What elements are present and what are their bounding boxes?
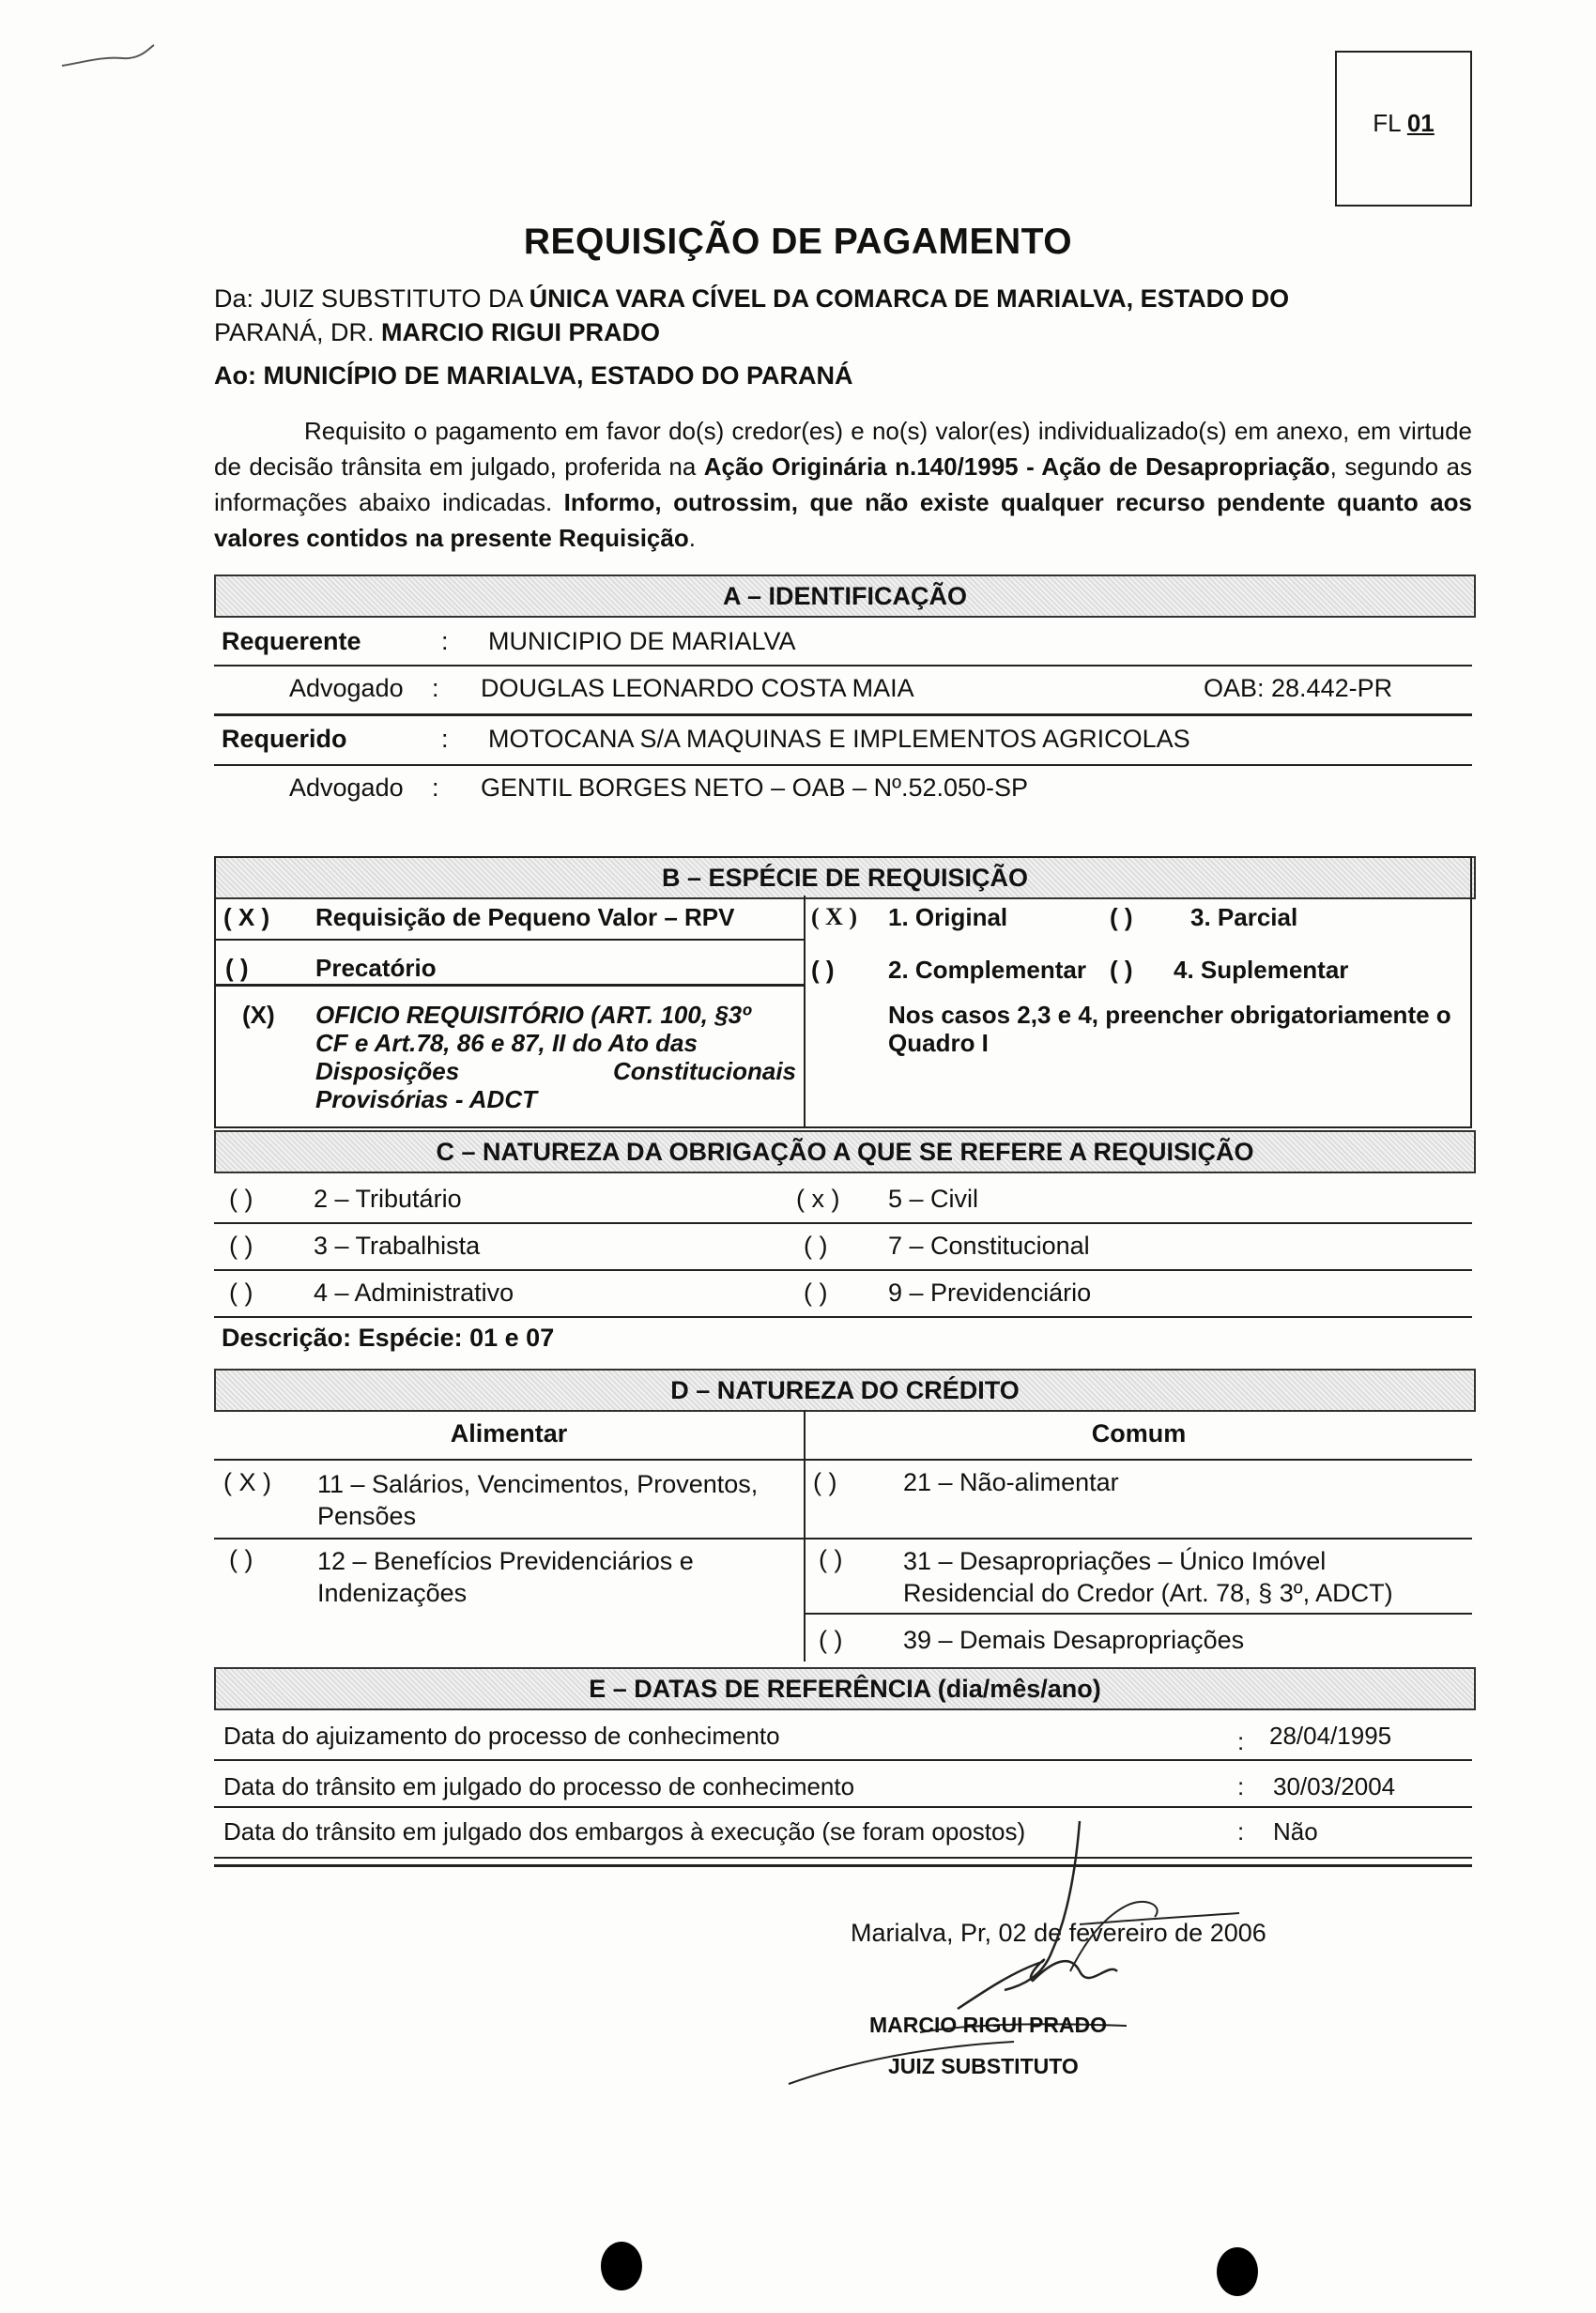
- item-31-line-2: Residencial do Credor (Art. 78, § 3º, ADCT): [903, 1579, 1393, 1607]
- requerido-label: Requerido: [222, 725, 347, 753]
- from-judge: MARCIO RIGUI PRADO: [381, 318, 661, 346]
- parcial-checkbox[interactable]: ( ): [1110, 903, 1133, 931]
- advogado1-oab: OAB: 28.442-PR: [1204, 674, 1393, 702]
- item-11-checkbox[interactable]: ( X ): [223, 1468, 271, 1496]
- item-21-label: 21 – Não-alimentar: [903, 1468, 1119, 1496]
- tributario-checkbox[interactable]: ( ): [229, 1185, 253, 1213]
- previdenciario-label: 9 – Previdenciário: [888, 1279, 1092, 1307]
- oficio-checkbox[interactable]: (X): [242, 1001, 275, 1029]
- suplementar-label: 4. Suplementar: [1174, 956, 1349, 984]
- document-title: REQUISIÇÃO DE PAGAMENTO: [523, 222, 1073, 262]
- item-11-line-2: Pensões: [317, 1502, 417, 1530]
- oficio-line-3: [315, 1057, 796, 1085]
- original-label: 1. Original: [888, 903, 1008, 931]
- section-e-title: E – DATAS DE REFERÊNCIA (dia/mês/ano): [214, 1667, 1476, 1710]
- divider: [214, 1459, 1472, 1461]
- item-31-line-1: 31 – Desapropriações – Único Imóvel: [903, 1547, 1327, 1575]
- date-row-3-label: Data do trânsito em julgado dos embargos à execução (se foram opostos): [223, 1817, 1026, 1846]
- date-row-1-value: 28/04/1995: [1269, 1722, 1392, 1750]
- oficio-line-4: Provisórias - ADCT: [315, 1085, 537, 1113]
- scan-squiggle-icon: [56, 38, 160, 75]
- date-row-2-sep: :: [1237, 1772, 1245, 1800]
- constitucional-label: 7 – Constitucional: [888, 1232, 1090, 1260]
- divider: [214, 1269, 1472, 1271]
- intro-text-3: .: [688, 524, 696, 552]
- trabalhista-checkbox[interactable]: ( ): [229, 1232, 253, 1260]
- scan-mark: [56, 38, 160, 75]
- intro-paragraph: [214, 413, 1472, 556]
- civil-label: 5 – Civil: [888, 1185, 979, 1213]
- signer-role: JUIZ SUBSTITUTO: [888, 2054, 1079, 2078]
- advogado2-value: GENTIL BORGES NETO – OAB – Nº.52.050-SP: [481, 774, 1029, 802]
- original-checkbox[interactable]: ( X ): [811, 903, 858, 930]
- intro-text-2: , segundo as informações abaixo indicadas.: [214, 452, 1473, 516]
- from-prefix-2: PARANÁ, DR.: [214, 318, 375, 346]
- divider: [214, 939, 804, 941]
- quadro-note-line-2: Quadro I: [888, 1029, 989, 1057]
- requerente-value: MUNICIPIO DE MARIALVA: [488, 627, 796, 655]
- item-21-checkbox[interactable]: ( ): [813, 1468, 837, 1496]
- precatorio-checkbox[interactable]: ( ): [225, 954, 249, 982]
- advogado2-label: Advogado: [289, 774, 404, 802]
- requerido-value: MOTOCANA S/A MAQUINAS E IMPLEMENTOS AGRICOLAS: [488, 725, 1190, 753]
- from-line-2: [214, 315, 1397, 349]
- divider: [214, 764, 1472, 766]
- advogado2-sep: :: [432, 774, 439, 802]
- section-b-divider: [804, 896, 806, 1128]
- item-12-line-2: Indenizações: [317, 1579, 468, 1607]
- item-12-label: [317, 1545, 694, 1609]
- precatorio-label: Precatório: [315, 954, 437, 982]
- item-12-checkbox[interactable]: ( ): [229, 1545, 253, 1573]
- previdenciario-checkbox[interactable]: ( ): [804, 1279, 828, 1307]
- section-a-title: A – IDENTIFICAÇÃO: [214, 574, 1476, 618]
- date-row-2-label: Data do trânsito em julgado do processo de conhecimento: [223, 1772, 855, 1800]
- requerente-sep: :: [441, 627, 449, 655]
- from-line-1: [214, 282, 1397, 315]
- page-number-prefix: FL: [1373, 109, 1401, 137]
- divider: [804, 1613, 1472, 1615]
- date-row-1-sep: :: [1237, 1727, 1245, 1755]
- item-31-label: [903, 1545, 1393, 1609]
- rpv-checkbox[interactable]: ( X ): [223, 903, 270, 931]
- parcial-label: 3. Parcial: [1190, 903, 1298, 931]
- requerente-label: Requerente: [222, 627, 361, 655]
- section-b-title: B – ESPÉCIE DE REQUISIÇÃO: [214, 856, 1476, 899]
- page-number-box: [1335, 51, 1472, 207]
- date-row-3-sep: :: [1237, 1817, 1245, 1846]
- oficio-line-2: CF e Art.78, 86 e 87, II do Ato das: [315, 1029, 698, 1057]
- administrativo-label: 4 – Administrativo: [314, 1279, 514, 1307]
- section-c-title: C – NATUREZA DA OBRIGAÇÃO A QUE SE REFERE A REQUISIÇÃO: [214, 1130, 1476, 1173]
- divider: [214, 713, 1472, 716]
- alimentar-header: Alimentar: [450, 1419, 568, 1448]
- signer-name: MARCIO RIGUI PRADO: [869, 2013, 1107, 2037]
- divider: [214, 665, 1472, 666]
- place-date: Marialva, Pr, 02 de fevereiro de 2006: [851, 1919, 1266, 1947]
- divider: [214, 1222, 1472, 1224]
- civil-checkbox[interactable]: ( x ): [796, 1185, 840, 1213]
- from-prefix: Da: JUIZ SUBSTITUTO DA: [214, 284, 523, 313]
- to-line: Ao: MUNICÍPIO DE MARIALVA, ESTADO DO PARANÁ: [214, 361, 853, 390]
- intro-text-1: Requisito o pagamento em favor do(s) credor(es) e no(s) valor(es) individualizado(s) em anexo, em virtude de decisão trânsita em julgado, proferida na: [214, 417, 1472, 481]
- date-row-1-label: Data do ajuizamento do processo de conhecimento: [223, 1722, 780, 1750]
- tributario-label: 2 – Tributário: [314, 1185, 462, 1213]
- punch-hole: [601, 2242, 642, 2290]
- quadro-note-line-1: Nos casos 2,3 e 4, preencher obrigatoriamente o: [888, 1001, 1451, 1029]
- item-39-checkbox[interactable]: ( ): [819, 1626, 843, 1654]
- item-11-line-1: 11 – Salários, Vencimentos, Proventos,: [317, 1470, 759, 1498]
- suplementar-checkbox[interactable]: ( ): [1110, 956, 1133, 984]
- quadro-note: [888, 1001, 1451, 1057]
- administrativo-checkbox[interactable]: ( ): [229, 1279, 253, 1307]
- oficio-line-1: OFICIO REQUISITÓRIO (ART. 100, §3º: [315, 1001, 751, 1029]
- page-number-value: 01: [1406, 109, 1435, 137]
- divider: [214, 1316, 1472, 1318]
- oficio-line-3b: Constitucionais: [612, 1057, 796, 1085]
- complementar-label: 2. Complementar: [888, 956, 1086, 984]
- intro-bold-1: Ação Originária n.140/1995 - Ação de Desapropriação: [703, 452, 1330, 481]
- advogado1-value: DOUGLAS LEONARDO COSTA MAIA: [481, 674, 914, 702]
- date-row-2-value: 30/03/2004: [1273, 1772, 1396, 1800]
- comum-header: Comum: [1091, 1419, 1187, 1448]
- oficio-line-3a: Disposições: [315, 1057, 460, 1085]
- from-court: ÚNICA VARA CÍVEL DA COMARCA DE MARIALVA, ESTADO DO: [529, 284, 1290, 313]
- item-31-checkbox[interactable]: ( ): [819, 1545, 843, 1573]
- item-39-label: 39 – Demais Desapropriações: [903, 1626, 1245, 1654]
- oficio-label: [315, 1001, 796, 1113]
- divider: [214, 1806, 1472, 1808]
- divider: [214, 1759, 1472, 1761]
- item-11-label: [317, 1468, 758, 1532]
- advogado1-label: Advogado: [289, 674, 404, 702]
- intro-bold-2: Informo, outrossim, que não existe qualquer recurso pendente quanto aos valores contidos na presente Requisição: [214, 488, 1472, 552]
- date-row-3-value: Não: [1273, 1817, 1318, 1846]
- rpv-label: Requisição de Pequeno Valor – RPV: [315, 903, 735, 931]
- descricao: Descrição: Espécie: 01 e 07: [222, 1324, 555, 1352]
- section-d-title: D – NATUREZA DO CRÉDITO: [214, 1369, 1476, 1412]
- divider: [214, 1538, 1472, 1539]
- requerido-sep: :: [441, 725, 449, 753]
- item-12-line-1: 12 – Benefícios Previdenciários e: [317, 1547, 694, 1575]
- punch-hole: [1217, 2247, 1258, 2296]
- complementar-checkbox[interactable]: ( ): [811, 956, 835, 984]
- advogado1-sep: :: [432, 674, 439, 702]
- divider: [214, 984, 804, 987]
- constitucional-checkbox[interactable]: ( ): [804, 1232, 828, 1260]
- page-number: [1337, 109, 1470, 138]
- trabalhista-label: 3 – Trabalhista: [314, 1232, 481, 1260]
